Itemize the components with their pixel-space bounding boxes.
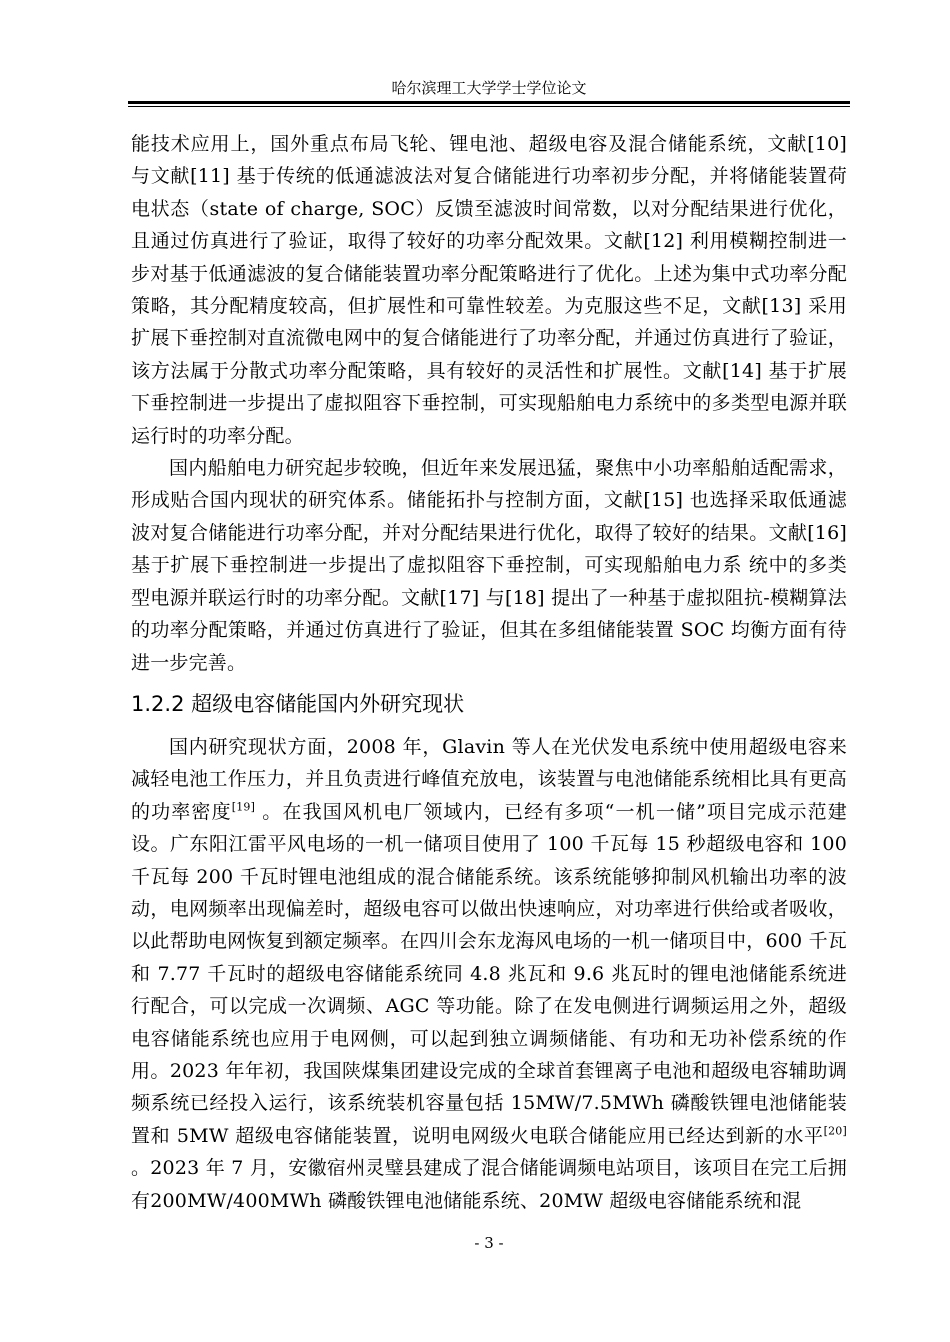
paragraph: 能技术应用上，国外重点布局飞轮、锂电池、超级电容及混合储能系统，文献[10] 与文献[11] 基于传统的低通滤波法对复合储能进行功率初步分配，并将储能装置荷电状态（state of charge, SOC）反馈至滤波时间常数，以对分配结果进行优化，且通过仿真进行了验证，取得了较好的功率分配效果。文献[12] 利用模糊控制进一步对基于低通滤波的复合储能装置功率分配策略进行了优化。上述为集中式功率分配策略，其分配精度较高，但扩展性和可靠性较差。为克服这些不足，文献[13] 采用扩展下垂控制对直流微电网中的复合储能进行了功率分配，并通过仿真进行了验证，该方法属于分散式功率分配策略，具有较好的灵活性和扩展性。文献[14] 基于扩展下垂控制进一步提出了虚拟阻容下垂控制，可实现船舶电力系统中的多类型电源并联运行时的功率分配。 bbox=[131, 133, 847, 447]
citation: [20] bbox=[823, 1124, 847, 1138]
citation: [19] bbox=[231, 800, 256, 814]
page-number: - 3 - bbox=[474, 1234, 504, 1252]
section-heading bbox=[131, 689, 847, 719]
section-number: 1.2.2 bbox=[131, 691, 185, 716]
section-title: 超级电容储能国内外研究现状 bbox=[191, 691, 465, 716]
paragraph-text: 。2023 年 7 月，安徽宿州灵璧县建成了混合储能调频电站项目，该项目在完工后拥有200MW/400MWh 磷酸铁锂电池储能系统、20MW 超级电容储能系统和混 bbox=[131, 1157, 847, 1212]
body-text bbox=[131, 128, 847, 1217]
header-rule-thick bbox=[128, 101, 850, 104]
header-rule-thin bbox=[128, 106, 850, 107]
paragraph-text: 。在我国风机电厂领域内，已经有多项“一机一储”项目完成示范建设。广东阳江雷平风电场的一机一储项目使用了 100 千瓦每 15 秒超级电容和 100 千瓦每 200 千瓦时锂电池组成的混合储能系统。该系统能够抑制风机输出功率的波动，电网频率出现偏差时，超级电容可以做出快速响应，对功率进行供给或者吸收，以此帮助电网恢复到额定频率。在四川会东龙海风电场的一机一储项目中，600 千瓦和 7.77 千瓦时的超级电容储能系统同 4.8 兆瓦和 9.6 兆瓦时的锂电池储能系统进行配合，可以完成一次调频、AGC 等功能。除了在发电侧进行调频运用之外，超级电容储能系统也应用于电网侧，可以起到独立调频储能、有功和无功补偿系统的作用。2023 年年初，我国陕煤集团建设完成的全球首套锂离子电池和超级电容辅助调频系统已经投入运行，该系统装机容量包括 15MW/7.5MWh 磷酸铁锂电池储能装置和 5MW 超级电容储能装置，说明电网级火电联合储能应用已经达到新的水平 bbox=[131, 800, 847, 1147]
paragraph-text: 国内研究现状方面，2008 年，Glavin 等人在光伏发电系统中使用超级电容来减轻电池工作压力，并且负责进行峰值充放电，该装置与电池储能系统相比具有更高的功率密度 bbox=[131, 735, 847, 823]
paragraph bbox=[131, 731, 847, 1217]
page-header: 哈尔滨理工大学学士学位论文 bbox=[391, 79, 587, 97]
paragraph: 国内船舶电力研究起步较晚，但近年来发展迅猛，聚焦中小功率船舶适配需求，形成贴合国内现状的研究体系。储能拓扑与控制方面，文献[15] 也选择采取低通滤波对复合储能进行功率分配，并对分配结果进行优化，取得了较好的结果。文献[16] 基于扩展下垂控制进一步提出了虚拟阻容下垂控制，可实现船舶电力系 统中的多类型电源并联运行时的功率分配。文献[17] 与[18] 提出了一种基于虚拟阻抗-模糊算法的功率分配策略，并通过仿真进行了验证，但其在多组储能装置 SOC 均衡方面有待进一步完善。 bbox=[131, 457, 847, 674]
